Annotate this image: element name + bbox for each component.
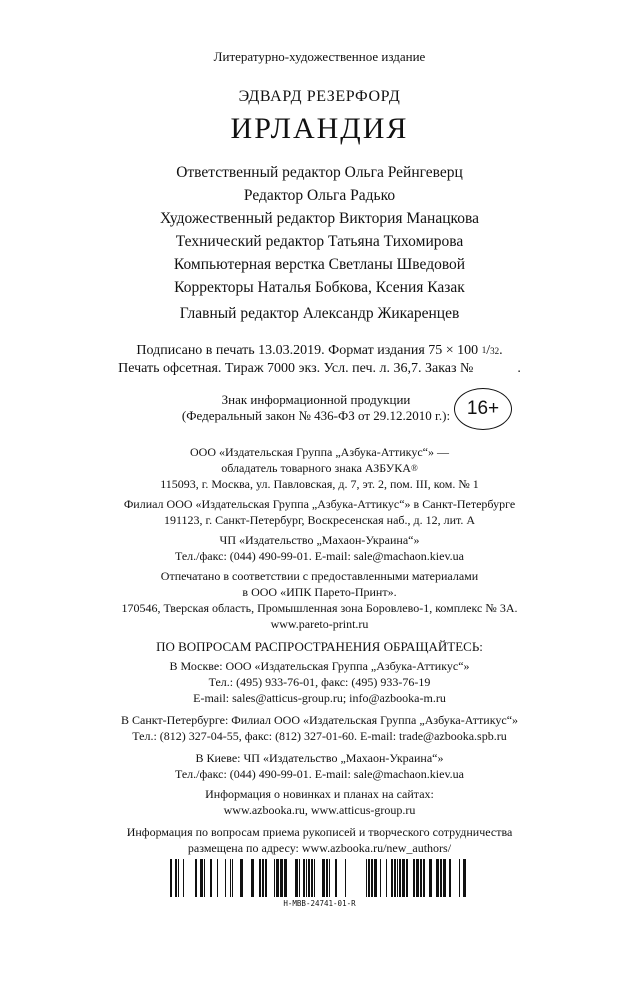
barcode-bar (259, 859, 261, 897)
printer-line2: в ООО «ИПК Парето-Принт». (242, 585, 397, 599)
barcode-bar (306, 859, 307, 897)
barcode-bar (335, 859, 337, 897)
barcode-bar (314, 859, 315, 897)
moscow-phones: Тел.: (495) 933-76-01, факс: (495) 933-76-19 (208, 675, 431, 689)
websites-intro: Информация о новинках и планах на сайтах: (205, 787, 434, 801)
barcode-bar (459, 859, 460, 897)
format-fraction-denominator: 32 (490, 346, 500, 356)
barcode-bar (368, 859, 370, 897)
barcode-bar (230, 859, 231, 897)
branch-name: Филиал ООО «Издательская Группа „Азбука-Аттикус“» в Санкт-Петербурге (123, 497, 516, 511)
barcode-bar (284, 859, 287, 897)
barcode-bar (371, 859, 373, 897)
barcode-bar (195, 859, 197, 897)
moscow-distributor: В Москве: ООО «Издательская Группа „Азбука-Аттикус“» (169, 659, 470, 673)
barcode-bar (420, 859, 422, 897)
barcode-bar (391, 859, 393, 897)
branch-address: 191123, г. Санкт-Петербург, Воскресенская наб., д. 12, лит. А (163, 513, 476, 527)
kiev-contacts: Тел./факс: (044) 490-99-01. E-mail: sale@machaon.kiev.ua (174, 767, 464, 781)
barcode-bar (251, 859, 254, 897)
credit-line: Корректоры Наталья Бобкова, Ксения Казак (174, 279, 465, 296)
info-sign-line2: (Федеральный закон № 436-ФЗ от 29.12.2010 г.): (181, 408, 451, 423)
barcode-bar (326, 859, 328, 897)
spb-distributor: В Санкт-Петербурге: Филиал ООО «Издательская Группа „Азбука-Аттикус“» (120, 713, 519, 727)
barcode-bar (183, 859, 184, 897)
barcode-bar (329, 859, 330, 897)
barcode-bar (295, 859, 298, 897)
barcode-bar (303, 859, 305, 897)
barcode-bar (175, 859, 177, 897)
distribution-heading: ПО ВОПРОСАМ РАСПРОСТРАНЕНИЯ ОБРАЩАЙТЕСЬ: (156, 639, 483, 654)
barcode-bar (463, 859, 466, 897)
credit-line: Редактор Ольга Радько (243, 187, 396, 204)
barcode-bar (322, 859, 325, 897)
barcode-bar (240, 859, 243, 897)
print-run-text: Печать офсетная. Тираж 7000 экз. Усл. печ. л. 36,7. Заказ № (118, 361, 474, 376)
printer-line1: Отпечатано в соответствии с предоставленными материалами (160, 569, 479, 583)
barcode-bar (210, 859, 212, 897)
print-run-end: . (517, 361, 521, 376)
barcode-bar (280, 859, 283, 897)
barcode-bar (449, 859, 451, 897)
credit-line: Технический редактор Татьяна Тихомирова (175, 233, 464, 250)
barcode-bar (308, 859, 310, 897)
ukraine-contacts: Тел./факс: (044) 490-99-01. E-mail: sale@machaon.kiev.ua (174, 549, 464, 563)
barcode-bar (274, 859, 275, 897)
publisher-line1: ООО «Издательская Группа „Азбука-Аттикус“» — (190, 445, 449, 459)
barcode-bar (276, 859, 279, 897)
printer-address: 170546, Тверская область, Промышленная зона Боровлево-1, комплекс № 3А. (121, 601, 518, 615)
spb-contacts: Тел.: (812) 327-04-55, факс: (812) 327-01-60. E-mail: trade@azbooka.spb.ru (132, 729, 507, 743)
barcode-bar (204, 859, 205, 897)
print-format-end: . (499, 343, 503, 358)
barcode-bar (374, 859, 377, 897)
barcode-bar (366, 859, 367, 897)
barcode-bar (394, 859, 396, 897)
print-format-text: Подписано в печать 13.03.2019. Формат издания 75 × 100 (136, 343, 482, 358)
trademark-text: обладатель товарного знака АЗБУКА (221, 461, 411, 475)
publisher-address: 115093, г. Москва, ул. Павловская, д. 7, эт. 2, пом. III, ком. № 1 (160, 477, 479, 491)
credit-line: Компьютерная верстка Светланы Шведовой (173, 256, 466, 273)
barcode-bar (443, 859, 446, 897)
ukraine-publisher: ЧП «Издательство „Махаон-Украина“» (219, 533, 420, 547)
barcode-bar (436, 859, 439, 897)
barcode-bar (423, 859, 425, 897)
publisher-line2 (0, 461, 639, 476)
kiev-distributor: В Киеве: ЧП «Издательство „Махаон-Украина“» (195, 751, 444, 765)
moscow-email: E-mail: sales@atticus-group.ru; info@azbooka-m.ru (193, 691, 446, 705)
barcode-bar (262, 859, 264, 897)
age-rating-badge: 16+ (454, 388, 512, 430)
format-fraction-numerator: 1 (481, 345, 487, 355)
barcode-bar (429, 859, 432, 897)
barcode (170, 859, 468, 897)
barcode-bar (406, 859, 408, 897)
barcode-bar (413, 859, 415, 897)
registered-mark: ® (410, 463, 418, 473)
credit-line: Ответственный редактор Ольга Рейнгеверц (176, 164, 463, 181)
edition-type: Литературно-художественное издание (213, 49, 426, 64)
barcode-bar (265, 859, 267, 897)
barcode-bar (386, 859, 387, 897)
websites-list: www.azbooka.ru, www.atticus-group.ru (223, 803, 416, 817)
print-info-line2 (0, 360, 639, 377)
barcode-bar (311, 859, 313, 897)
print-info-line1 (0, 342, 639, 360)
printer-website: www.pareto-print.ru (270, 617, 369, 631)
author-name: ЭДВАРД РЕЗЕРФОРД (238, 88, 401, 105)
barcode-bar (170, 859, 172, 897)
barcode-bar (178, 859, 179, 897)
barcode-bar (380, 859, 381, 897)
info-sign-line1: Знак информационной продукции (221, 392, 411, 407)
barcode-bar (225, 859, 226, 897)
manuscripts-info: Информация по вопросам приема рукописей и творческого сотрудничества (126, 825, 513, 839)
credit-line: Художественный редактор Виктория Манацкова (160, 210, 479, 227)
barcode-bar (217, 859, 218, 897)
manuscripts-url: размещена по адресу: www.azbooka.ru/new_authors/ (187, 841, 452, 855)
barcode-bar (402, 859, 405, 897)
info-sign-label (176, 392, 456, 424)
barcode-bar (299, 859, 300, 897)
barcode-bar (397, 859, 398, 897)
barcode-bar (232, 859, 233, 897)
barcode-bar (200, 859, 203, 897)
barcode-bar (440, 859, 442, 897)
barcode-bar (399, 859, 401, 897)
barcode-number: H-MBB-24741-01-R (283, 899, 356, 908)
barcode-bar (345, 859, 346, 897)
barcode-bar (416, 859, 419, 897)
chief-editor: Главный редактор Александр Жикаренцев (179, 305, 460, 322)
format-fraction-separator: / (486, 343, 491, 358)
book-title: ИРЛАНДИЯ (230, 112, 409, 145)
